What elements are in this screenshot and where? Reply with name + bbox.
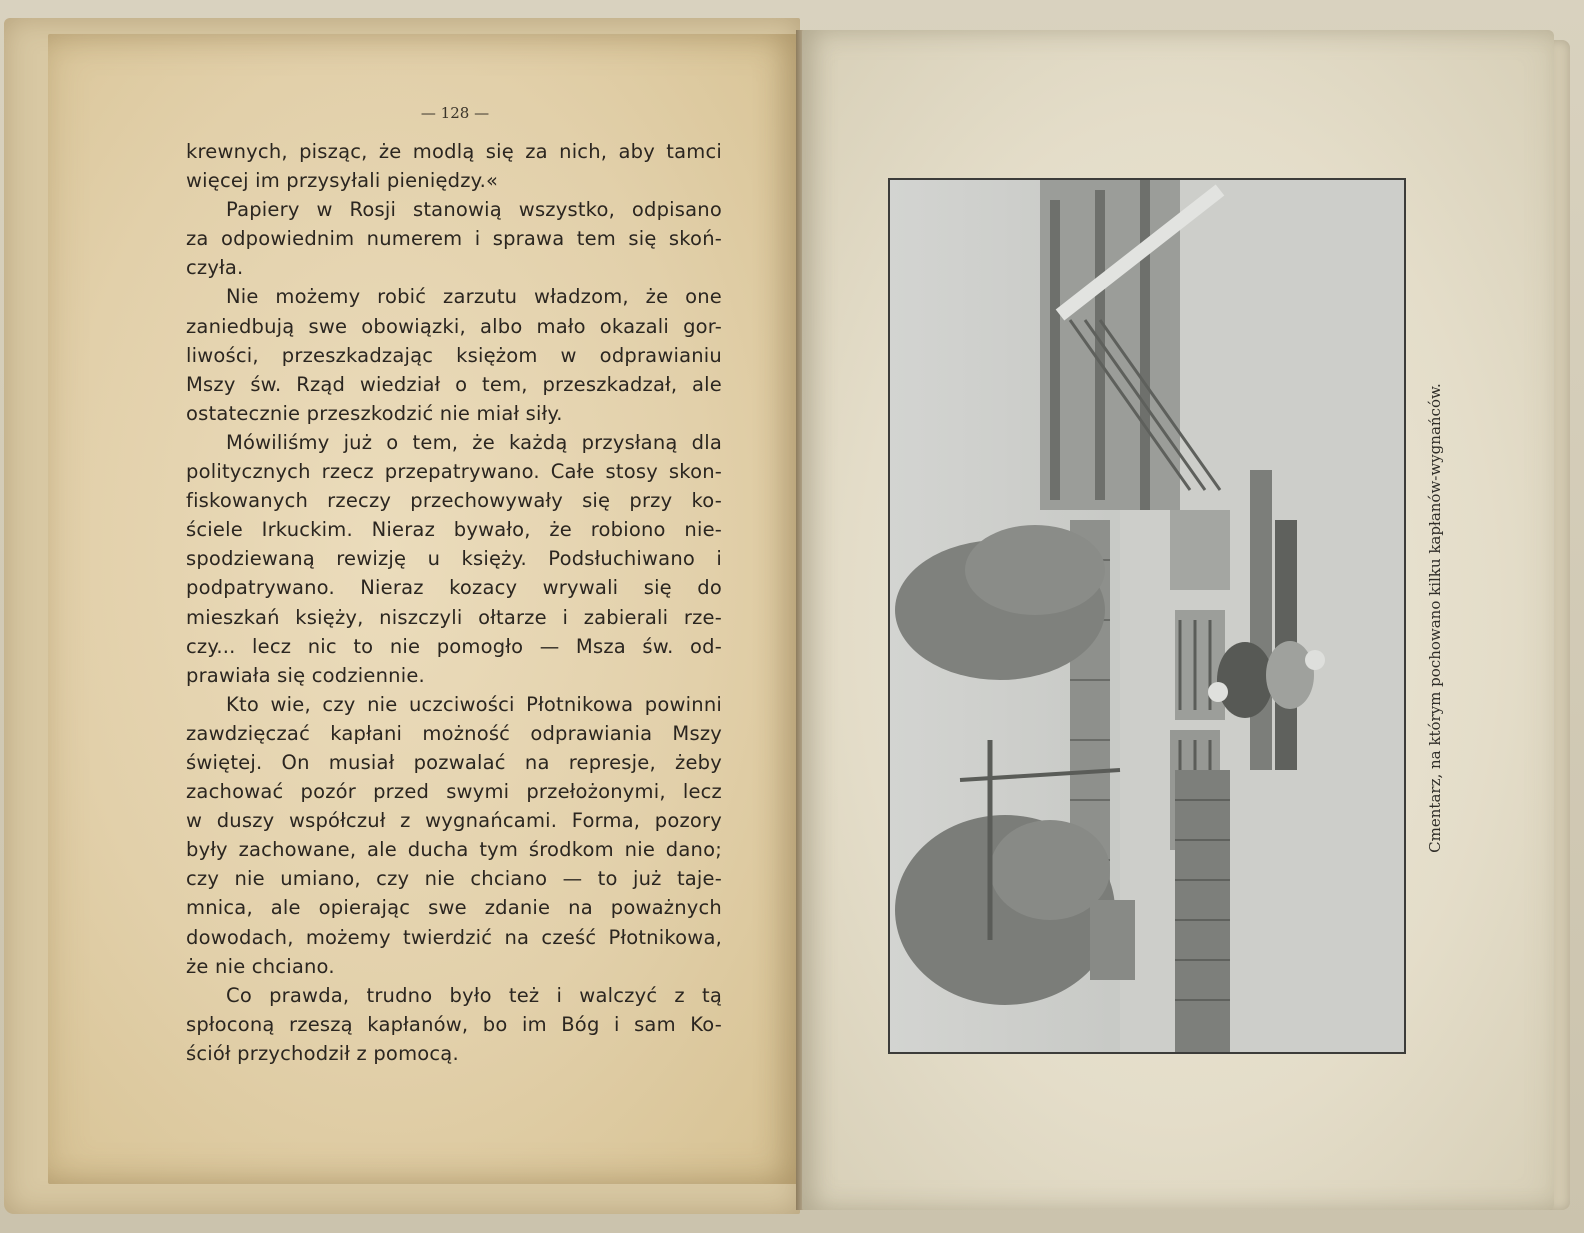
text-line: zachować pozór przed swymi przełożonymi, lecz xyxy=(186,780,722,804)
text-line: spłoconą rzeszą kapłanów, bo im Bóg i sam Ko- xyxy=(186,1012,722,1036)
page-number: — 128 — xyxy=(420,104,490,122)
text-line: krewnych, pisząc, że modlą się za nich, aby tamci xyxy=(186,140,722,163)
text-line: w duszy współczuł z wygnańcami. Forma, pozory xyxy=(186,809,722,833)
text-line: świętej. On musiał pozwalać na represje, żeby xyxy=(186,750,722,774)
text-line: liwości, przeszkadzając księżom w odprawianiu xyxy=(186,343,722,367)
photo-caption-text: Cmentarz, na którym pochowano kilku kapłanów-wygnańców. xyxy=(1426,383,1444,853)
text-line: były zachowane, ale ducha tym środkom nie dano; xyxy=(186,838,722,862)
text-line: podpatrywano. Nieraz kozacy wrywali się do xyxy=(186,576,722,600)
body-text xyxy=(186,137,722,1068)
text-line: spodziewaną rewizję u księży. Podsłuchiwano i xyxy=(186,547,722,571)
text-line: czy... lecz nic to nie pomogło — Msza św. od- xyxy=(186,634,722,658)
text-line: zawdzięczać kapłani możność odprawiania Mszy xyxy=(186,721,722,745)
text-line: czyła. xyxy=(186,256,244,280)
text-line: Co prawda, trudno było też i walczyć z tą xyxy=(226,983,722,1007)
text-line: ściele Irkuckim. Nieraz bywało, że robiono nie- xyxy=(186,518,722,542)
text-line: fiskowanych rzeczy przechowywały się przy ko- xyxy=(186,489,722,513)
text-line: mnica, ale opierając swe zdanie na poważnych xyxy=(186,896,722,920)
cemetery-photograph xyxy=(888,178,1406,1054)
text-line: Papiery w Rosji stanowią wszystko, odpisano xyxy=(226,198,722,222)
text-line: prawiała się codziennie. xyxy=(186,663,425,687)
text-line: Kto wie, czy nie uczciwości Płotnikowa powinni xyxy=(226,692,722,716)
text-line: mieszkań księży, niszczyli ołtarze i zabierali rze- xyxy=(186,605,722,629)
text-line: czy nie umiano, czy nie chciano — to już taje- xyxy=(186,867,722,891)
text-line: Nie możemy robić zarzutu władzom, że one xyxy=(226,285,722,309)
text-line: ściół przychodził z pomocą. xyxy=(186,1041,459,1065)
text-line: Mszy św. Rząd wiedział o tem, przeszkadzał, ale xyxy=(186,372,722,396)
text-line: politycznych rzecz przepatrywano. Całe stosy skon- xyxy=(186,460,722,484)
text-line: ostatecznie przeszkodzić nie miał siły. xyxy=(186,401,563,425)
text-line: za odpowiednim numerem i sprawa tem się skoń- xyxy=(186,227,722,251)
text-line: że nie chciano. xyxy=(186,954,335,978)
text-line: Mówiliśmy już o tem, że każdą przysłaną dla xyxy=(226,430,722,454)
text-line: zaniedbują swe obowiązki, albo mało okazali gor- xyxy=(186,314,722,338)
photo-caption xyxy=(1422,368,1448,868)
text-line: więcej im przysyłali pieniędzy.« xyxy=(186,169,499,193)
text-line: dowodach, możemy twierdzić na cześć Płotnikowa, xyxy=(186,925,722,949)
